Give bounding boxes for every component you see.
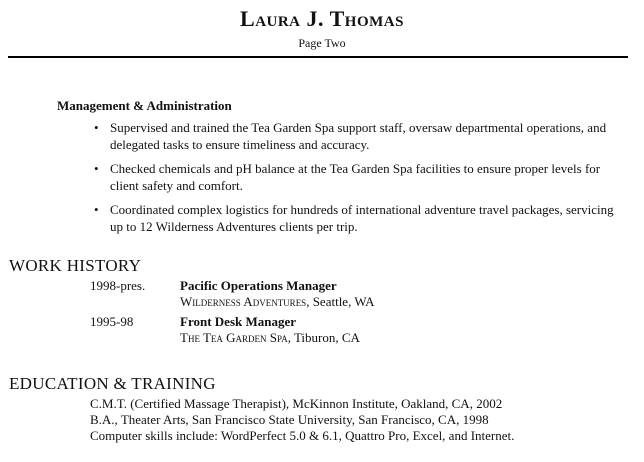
management-bullet-list [92, 119, 622, 242]
education-title: EDUCATION & TRAINING [9, 374, 216, 393]
bullet-icon: • [94, 120, 99, 135]
job-company-line [180, 329, 360, 347]
bullet-text: Supervised and trained the Tea Garden Spa support staff, oversaw departmental operations, and delegated tasks to ensure timeliness and accuracy. [110, 120, 607, 152]
page-label: Page Two [298, 36, 346, 50]
job-location: , Tiburon, CA [287, 330, 360, 345]
job-location: , Seattle, WA [306, 294, 375, 309]
bullet-icon: • [94, 202, 99, 217]
work-history-title: WORK HISTORY [9, 256, 142, 275]
candidate-name: Laura J. Thomas [240, 6, 404, 31]
bullet-text: Checked chemicals and pH balance at the Tea Garden Spa facilities to ensure proper levels for client safety and comfort. [110, 161, 601, 193]
list-item [92, 201, 622, 235]
header-divider [8, 56, 628, 58]
list-item: B.A., Theater Arts, San Francisco State University, San Francisco, CA, 1998 [90, 412, 489, 427]
bullet-icon: • [94, 161, 99, 176]
job-company: Wilderness Adventures [180, 294, 307, 309]
list-item [92, 119, 622, 153]
list-item [92, 160, 622, 194]
list-item: Computer skills include: WordPerfect 5.0 & 6.1, Quattro Pro, Excel, and Internet. [90, 428, 515, 443]
job-role: Pacific Operations Manager [180, 278, 337, 293]
management-heading: Management & Administration [57, 98, 232, 113]
job-company-line [180, 293, 375, 311]
job-dates: 1995-98 [90, 314, 134, 329]
list-item: C.M.T. (Certified Massage Therapist), McKinnon Institute, Oakland, CA, 2002 [90, 396, 503, 411]
job-role: Front Desk Manager [180, 314, 297, 329]
education-list [90, 396, 514, 444]
bullet-text: Coordinated complex logistics for hundreds of international adventure travel packages, servicing up to 12 Wilderness Adventures clients per trip. [110, 202, 614, 234]
job-company: The Tea Garden Spa [180, 330, 288, 345]
job-dates: 1998-pres. [90, 278, 146, 293]
